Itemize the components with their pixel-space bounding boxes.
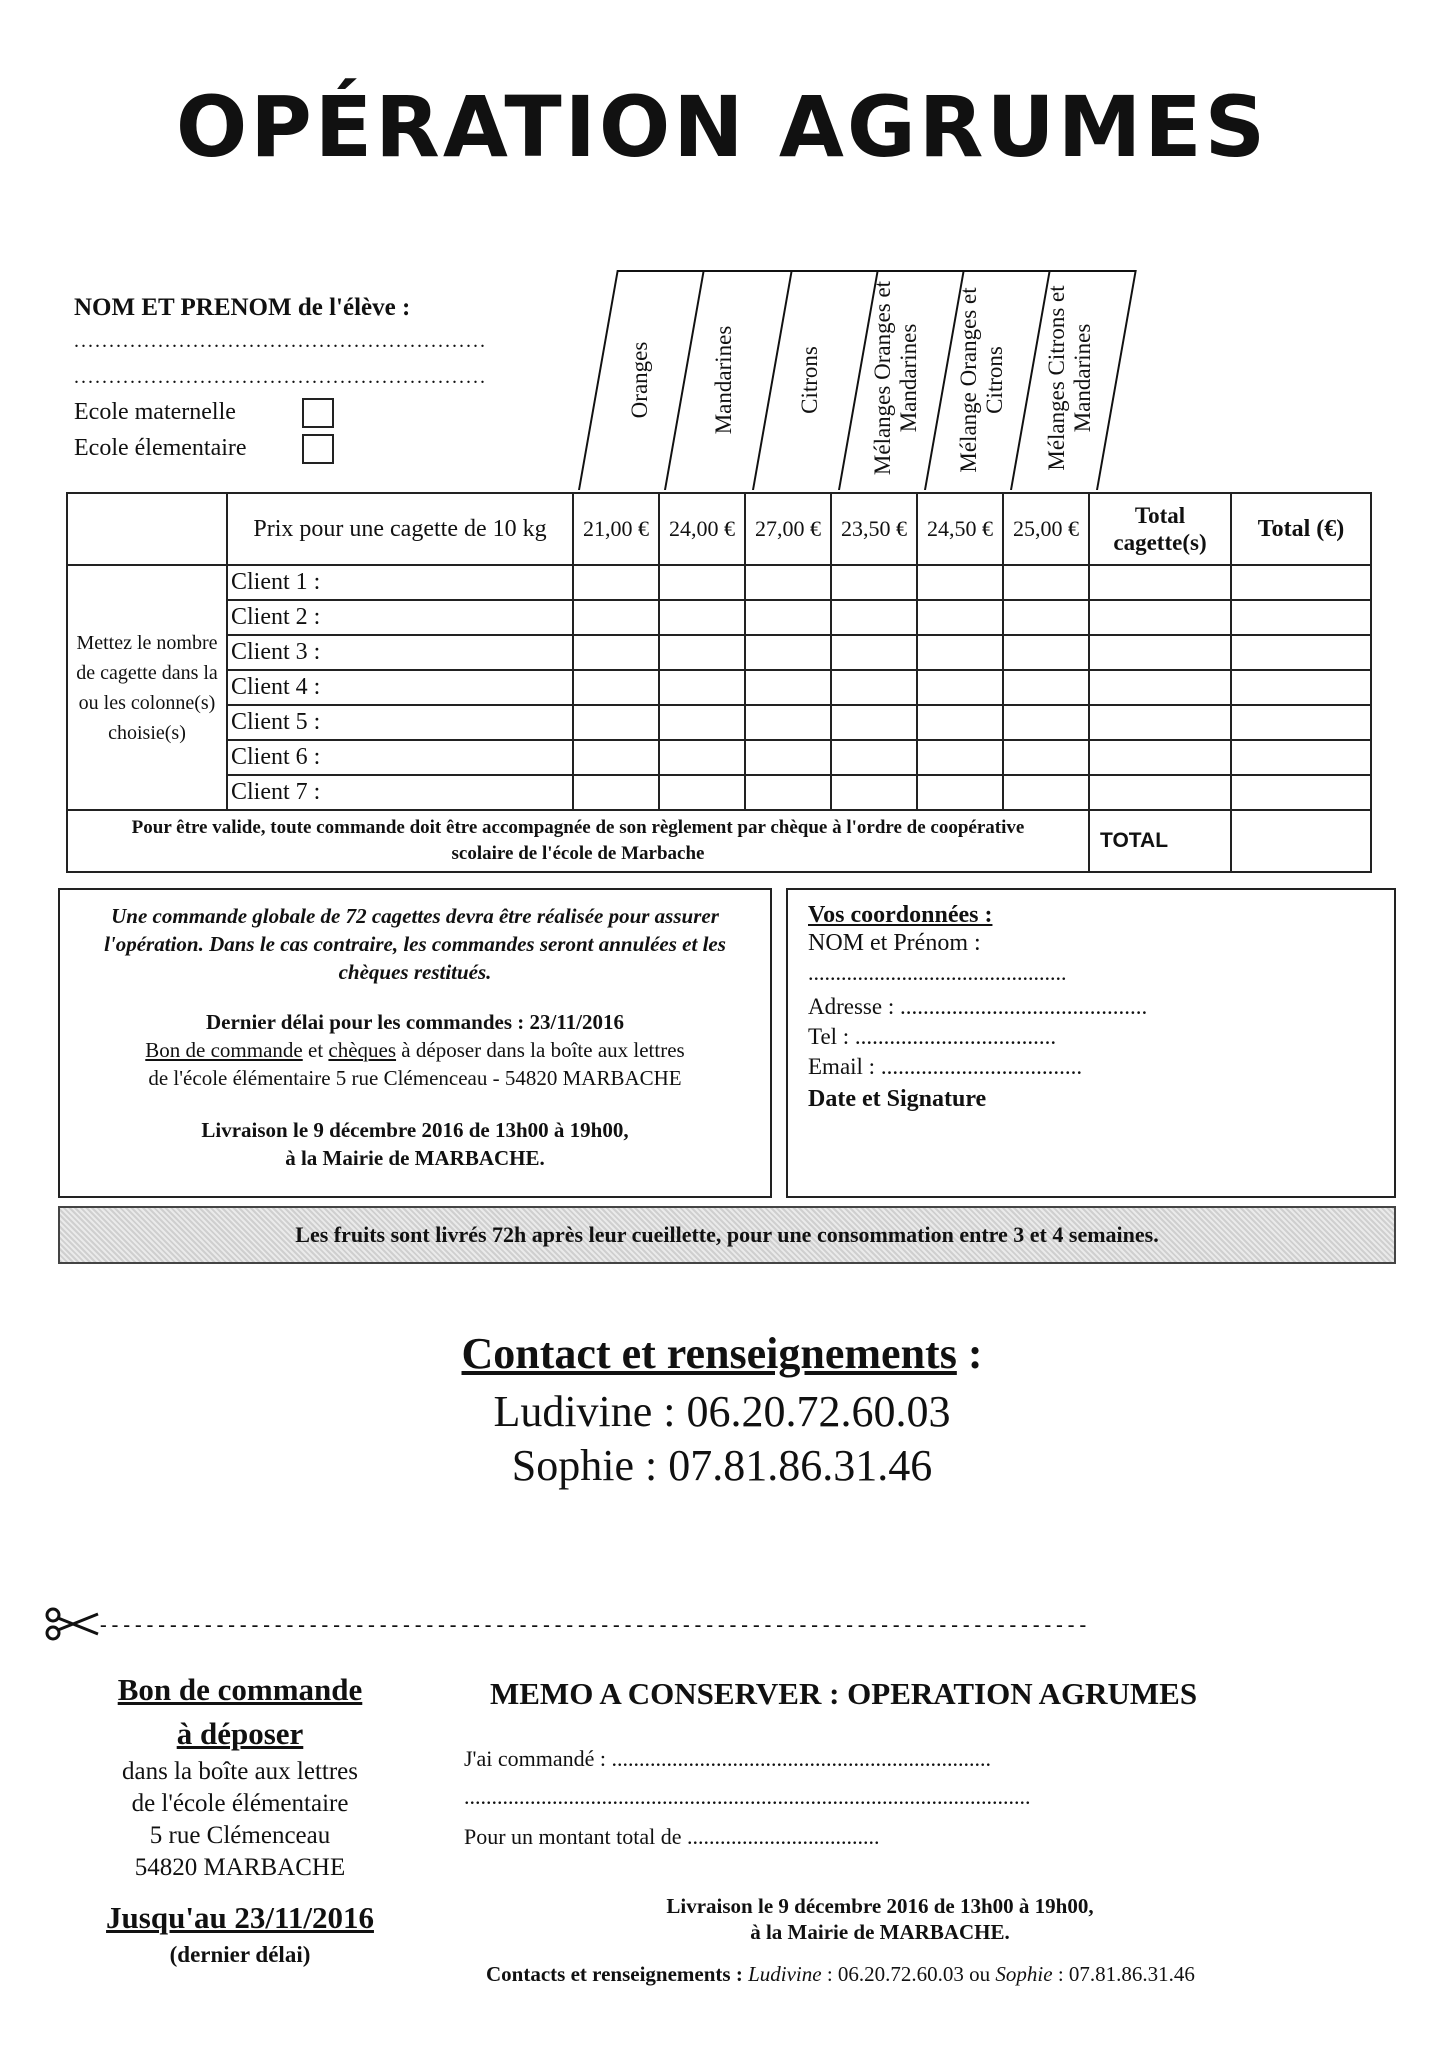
deposit-note (60, 1038, 770, 1063)
coords-name-field[interactable]: ............................................... (808, 960, 1067, 985)
global-order-note: Une commande globale de 72 cagettes devra être réalisée pour assurer l'opération. Dans le cas contraire, les commandes seront annulées et les chèques restitués. (104, 904, 726, 984)
quantity-cell[interactable] (917, 565, 1003, 600)
quantity-cell[interactable] (831, 705, 917, 740)
quantity-cell[interactable] (831, 565, 917, 600)
total-cagettes-cell[interactable] (1089, 565, 1231, 600)
memo-amount[interactable]: Pour un montant total de ................................... (464, 1824, 880, 1849)
total-euro-cell[interactable] (1231, 670, 1371, 705)
total-cagettes-cell[interactable] (1089, 635, 1231, 670)
price-row-label: Prix pour une cagette de 10 kg (227, 493, 573, 565)
memo-contacts-label: Contacts et renseignements : (486, 1962, 743, 1986)
total-row (67, 810, 1371, 872)
quantity-cell[interactable] (745, 775, 831, 810)
total-cagettes-cell[interactable] (1089, 670, 1231, 705)
client-label: Client 7 : (227, 775, 573, 810)
signature-label: Date et Signature (808, 1086, 987, 1112)
scissors-icon-svg (44, 1606, 100, 1642)
deposit-address: de l'école élémentaire 5 rue Clémenceau - 54820 MARBACHE (148, 1066, 682, 1090)
contact-heading-text: Contact et renseignements (461, 1329, 957, 1378)
quantity-cell[interactable] (573, 775, 659, 810)
validity-note: Pour être valide, toute commande doit être accompagnée de son règlement par chèque à l'ordre de coopérative scolaire de l'école de Marbache (67, 810, 1089, 872)
quantity-cell[interactable] (1003, 670, 1089, 705)
coupon-line-3: 5 rue Clémenceau (149, 1822, 331, 1849)
table-row (67, 635, 1371, 670)
quantity-cell[interactable] (917, 740, 1003, 775)
coords-address-field[interactable]: Adresse : ........................................... (808, 994, 1148, 1019)
deposit-cheques: chèques (328, 1038, 397, 1062)
memo-delivery-2: à la Mairie de MARBACHE. (750, 1920, 1010, 1944)
coords-email-field[interactable]: Email : ................................... (808, 1054, 1083, 1079)
quantity-cell[interactable] (917, 705, 1003, 740)
price-cell: 27,00 € (745, 493, 831, 565)
price-row (67, 493, 1371, 565)
price-cell: 24,00 € (659, 493, 745, 565)
quantity-cell[interactable] (573, 565, 659, 600)
student-name-label: NOM ET PRENOM de l'élève : (74, 294, 411, 321)
empty-cell (67, 493, 227, 565)
memo-delivery-1: Livraison le 9 décembre 2016 de 13h00 à 19h00, (666, 1894, 1094, 1918)
coupon (40, 1668, 440, 1968)
total-cagettes-cell[interactable] (1089, 740, 1231, 775)
total-euro-cell[interactable] (1231, 635, 1371, 670)
memo-title: MEMO A CONSERVER : OPERATION AGRUMES (490, 1676, 1198, 1711)
total-cagettes-cell[interactable] (1089, 705, 1231, 740)
cut-line: - - - - - - - - - - - - - - - - - - - - - - - - - - - - - - - - - - - - - - - - - - - - - - - - - - - - - - - - - - - - - - - - - - - - - - - - - - - - - - - - - - - - - (100, 1614, 1087, 1636)
delivery-line-2: à la Mairie de MARBACHE. (285, 1146, 545, 1170)
memo-contact-2-number: : 07.81.86.31.46 (1052, 1962, 1195, 1986)
total-euro-cell[interactable] (1231, 740, 1371, 775)
client-label: Client 1 : (227, 565, 573, 600)
quantity-cell[interactable] (1003, 705, 1089, 740)
total-euro-cell[interactable] (1231, 565, 1371, 600)
checkbox-elementaire[interactable] (302, 434, 334, 464)
quantity-cell[interactable] (745, 740, 831, 775)
client-label: Client 5 : (227, 705, 573, 740)
total-euro-cell[interactable] (1231, 600, 1371, 635)
table-row (67, 775, 1371, 810)
total-euro-header: Total (€) (1231, 493, 1371, 565)
header-top-line (617, 270, 1136, 272)
quantity-cell[interactable] (917, 635, 1003, 670)
quantity-cell[interactable] (745, 705, 831, 740)
quantity-cell[interactable] (831, 670, 917, 705)
column-header-oranges: Oranges (627, 341, 652, 419)
deposit-bon: Bon de commande (145, 1038, 303, 1062)
quantity-cell[interactable] (1003, 740, 1089, 775)
client-label: Client 2 : (227, 600, 573, 635)
memo-contact-1-name: Ludivine (748, 1962, 822, 1986)
client-label: Client 6 : (227, 740, 573, 775)
school-option-label: Ecole élementaire (74, 434, 247, 461)
quantity-cell[interactable] (659, 670, 745, 705)
coupon-title-1: Bon de commande (117, 1672, 363, 1707)
order-table (66, 492, 1372, 873)
quantity-cell[interactable] (917, 775, 1003, 810)
column-divider (1096, 270, 1137, 490)
quantity-cell[interactable] (659, 565, 745, 600)
column-header-citrons: Citrons (797, 346, 822, 414)
column-header-citrons-mandarines: Mélanges Citrons et Mandarines (1044, 285, 1095, 471)
client-label: Client 3 : (227, 635, 573, 670)
school-option-maternelle (74, 398, 334, 428)
coupon-line-1: dans la boîte aux lettres (121, 1758, 359, 1785)
table-row (67, 670, 1371, 705)
table-row (67, 740, 1371, 775)
column-header-oranges-mandarines: Mélanges Oranges et Mandarines (870, 280, 921, 476)
column-divider (664, 270, 705, 490)
quantity-cell[interactable] (573, 600, 659, 635)
page-title: OPÉRATION AGRUMES (175, 78, 1269, 176)
freshness-banner (58, 1206, 1396, 1264)
school-option-label: Ecole maternelle (74, 398, 236, 425)
quantity-cell[interactable] (1003, 565, 1089, 600)
table-row (67, 565, 1371, 600)
quantity-cell[interactable] (917, 600, 1003, 635)
contact-heading-colon: : (956, 1329, 983, 1378)
coupon-line-4: 54820 MARBACHE (134, 1854, 346, 1881)
table-row (67, 705, 1371, 740)
quantity-cell[interactable] (1003, 600, 1089, 635)
price-cell: 25,00 € (1003, 493, 1089, 565)
price-cell: 24,50 € (917, 493, 1003, 565)
coordinates-heading: Vos coordonnées : (808, 902, 993, 928)
side-instruction: Mettez le nombre de cagette dans la ou les colonne(s) choisie(s) (67, 565, 227, 810)
quantity-cell[interactable] (573, 740, 659, 775)
contact-line-2: Sophie : 07.81.86.31.46 (511, 1441, 933, 1490)
coupon-title-2: à déposer (176, 1716, 304, 1751)
quantity-cell[interactable] (1003, 635, 1089, 670)
delivery-line-1: Livraison le 9 décembre 2016 de 13h00 à 19h00, (201, 1118, 629, 1142)
column-header-oranges-citrons: Mélange Oranges et Citrons (956, 287, 1007, 473)
client-label: Client 4 : (227, 670, 573, 705)
quantity-cell[interactable] (573, 705, 659, 740)
quantity-cell[interactable] (745, 600, 831, 635)
quantity-cell[interactable] (659, 600, 745, 635)
total-cagettes-header: Total cagette(s) (1089, 493, 1231, 565)
quantity-cell[interactable] (573, 670, 659, 705)
quantity-cell[interactable] (745, 670, 831, 705)
scissors-icon (44, 1606, 100, 1647)
memo-ordered-dots[interactable]: ....................................................................................................... (464, 1784, 1031, 1809)
quantity-cell[interactable] (745, 565, 831, 600)
total-label: TOTAL (1089, 810, 1231, 872)
quantity-cell[interactable] (831, 775, 917, 810)
column-header-mandarines: Mandarines (711, 325, 736, 435)
total-euro-cell[interactable] (1231, 775, 1371, 810)
total-cagettes-cell[interactable] (1089, 775, 1231, 810)
column-divider (578, 270, 619, 490)
memo-ordered[interactable]: J'ai commandé : ..................................................................... (464, 1746, 992, 1771)
memo-contact-1-number: : 06.20.72.60.03 ou (821, 1962, 996, 1986)
coordinates-box (786, 888, 1396, 1198)
column-divider (752, 270, 793, 490)
quantity-cell[interactable] (659, 635, 745, 670)
coupon-deadline: Jusqu'au 23/11/2016 (106, 1900, 374, 1935)
total-cagettes-cell[interactable] (1089, 600, 1231, 635)
quantity-cell[interactable] (659, 775, 745, 810)
contact-line-1: Ludivine : 06.20.72.60.03 (493, 1387, 951, 1436)
school-option-elementaire (74, 434, 334, 464)
quantity-cell[interactable] (745, 635, 831, 670)
quantity-cell[interactable] (659, 740, 745, 775)
quantity-cell[interactable] (659, 705, 745, 740)
freshness-text: Les fruits sont livrés 72h après leur cueillette, pour une consommation entre 3 et 4 semaines. (295, 1222, 1159, 1247)
total-euro-cell[interactable] (1231, 705, 1371, 740)
coupon-deadline-note: (dernier délai) (169, 1942, 311, 1967)
contact-heading (0, 1328, 1444, 1379)
deposit-et: et (302, 1038, 329, 1062)
quantity-cell[interactable] (831, 600, 917, 635)
info-box (58, 888, 772, 1198)
quantity-cell[interactable] (917, 670, 1003, 705)
price-cell: 23,50 € (831, 493, 917, 565)
quantity-cell[interactable] (1003, 775, 1089, 810)
memo-contact-2-name: Sophie (995, 1962, 1053, 1986)
quantity-cell[interactable] (831, 635, 917, 670)
coords-tel-field[interactable]: Tel : ................................... (808, 1024, 1057, 1049)
grand-total-cell[interactable] (1231, 810, 1371, 872)
memo-contacts (486, 1962, 1195, 1987)
deposit-rest: à déposer dans la boîte aux lettres (396, 1038, 685, 1062)
coupon-line-2: de l'école élémentaire (131, 1790, 349, 1817)
quantity-cell[interactable] (573, 635, 659, 670)
deadline-note: Dernier délai pour les commandes : 23/11/2016 (205, 1010, 625, 1034)
quantity-cell[interactable] (831, 740, 917, 775)
coords-name-label: NOM et Prénom : (808, 930, 981, 956)
student-name-line-1[interactable]: ........................................................... (74, 330, 487, 352)
student-name-line-2[interactable]: ........................................................... (74, 366, 487, 388)
price-cell: 21,00 € (573, 493, 659, 565)
checkbox-maternelle[interactable] (302, 398, 334, 428)
table-row (67, 600, 1371, 635)
